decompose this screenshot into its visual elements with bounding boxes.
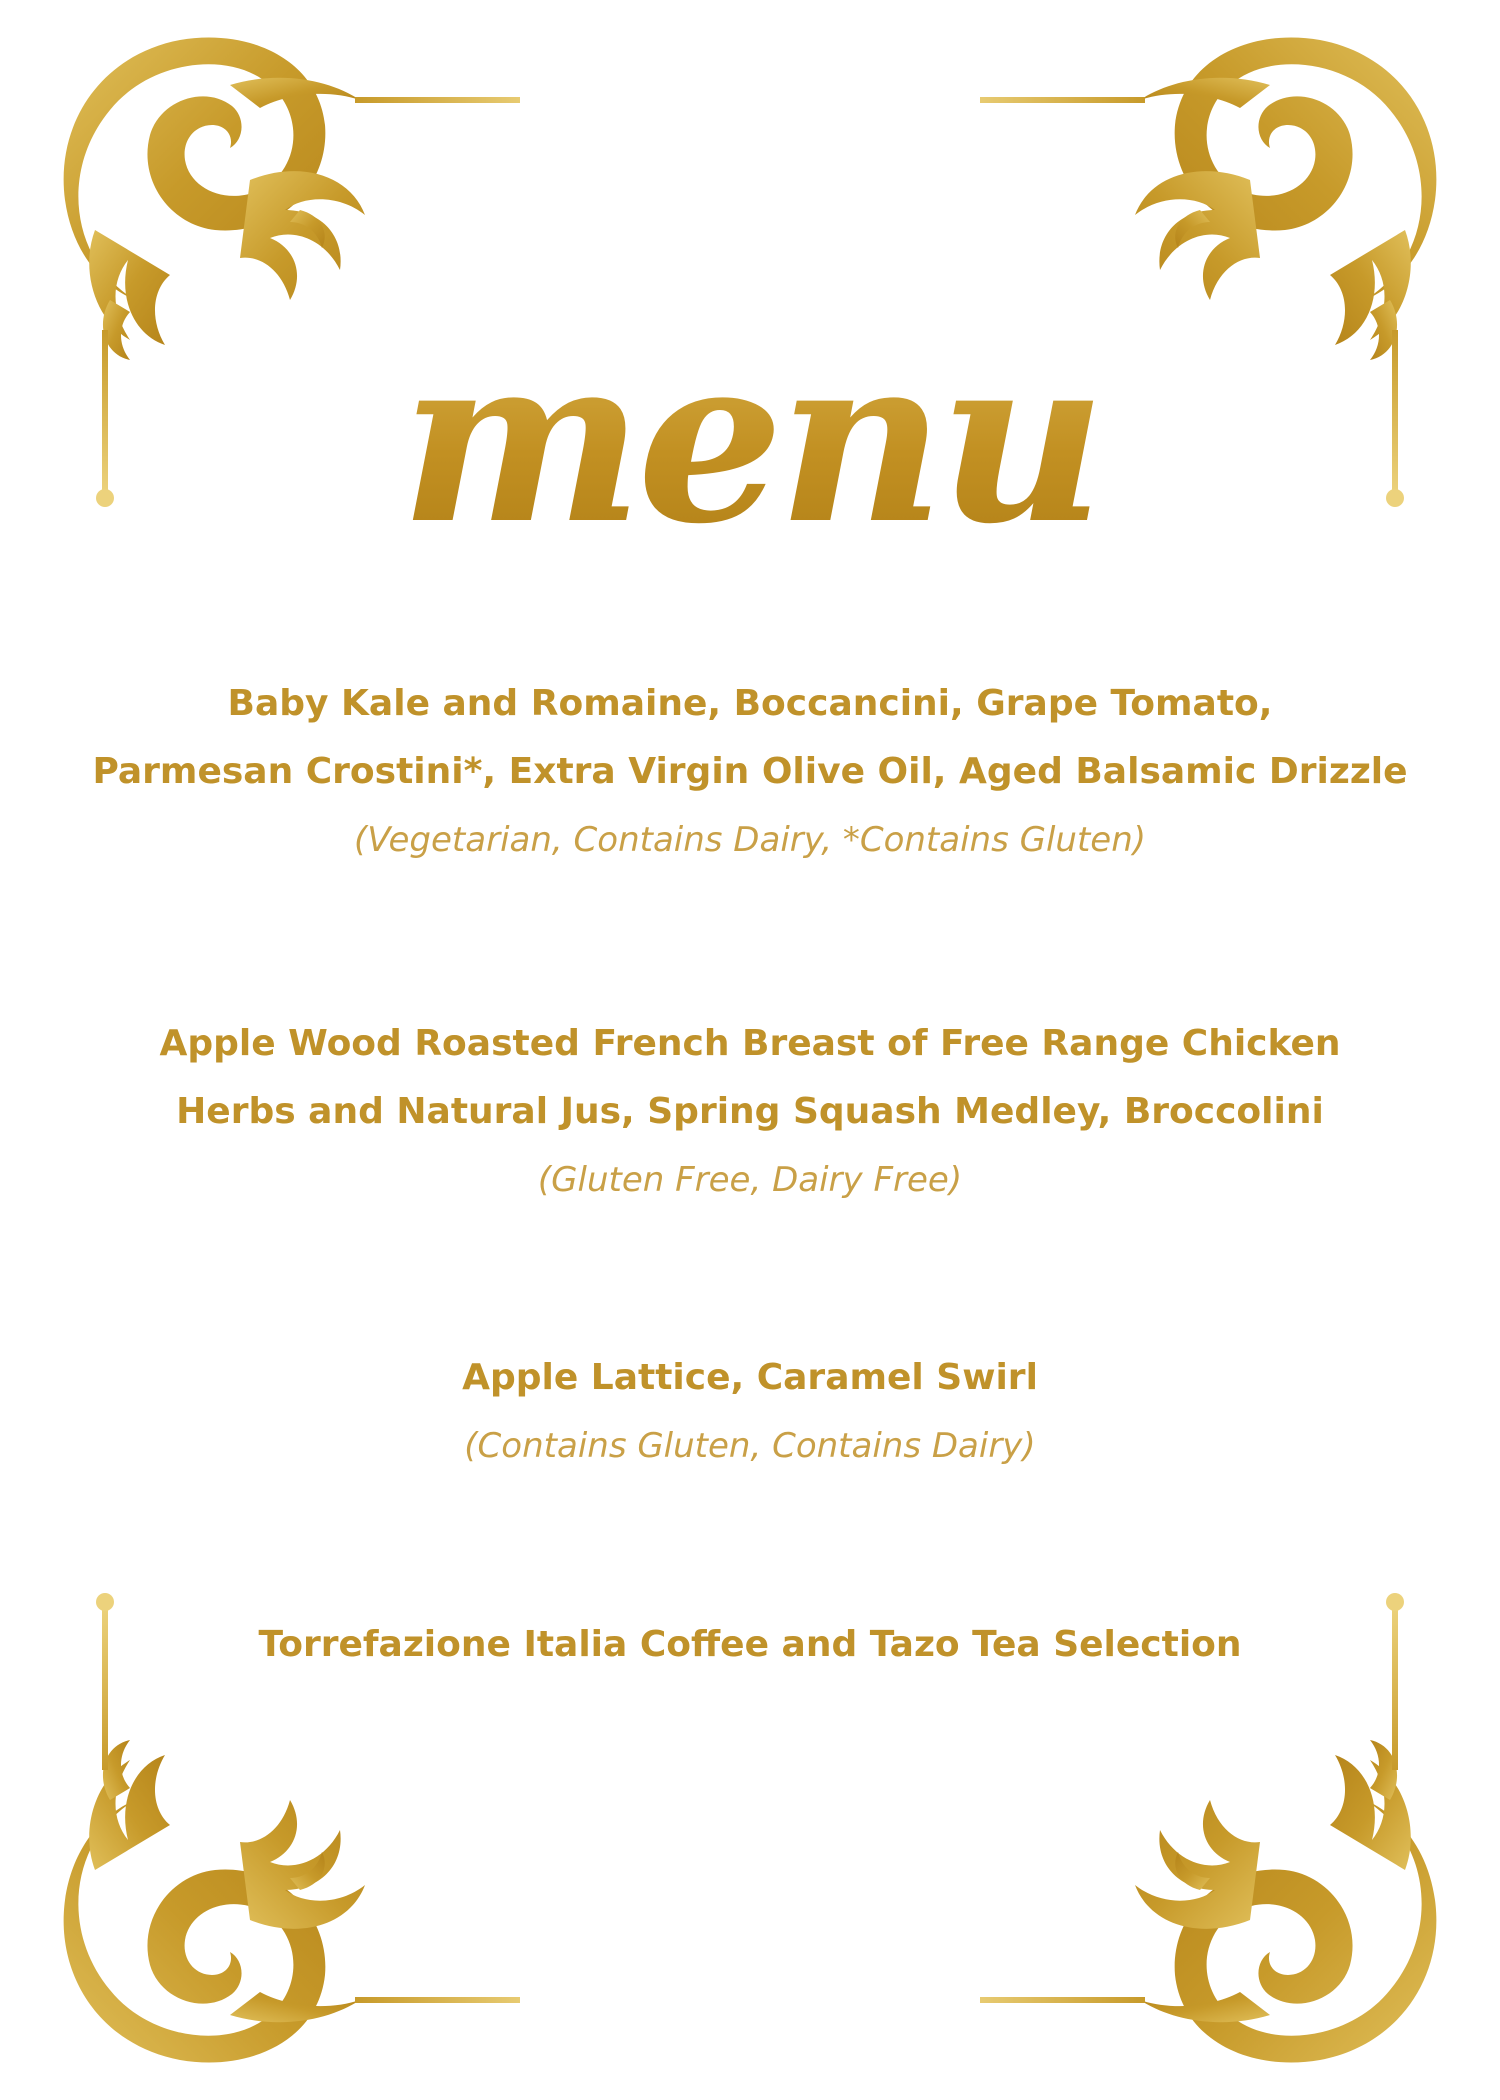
course-salad-line-1: Baby Kale and Romaine, Boccancini, Grape Tomato,: [227, 683, 1273, 724]
menu-title: menu: [0, 310, 1500, 570]
course-beverages-line-1: Torrefazione Italia Coffee and Tazo Tea Selection: [258, 1624, 1242, 1665]
course-entree-dietary-note: (Gluten Free, Dairy Free): [537, 1160, 963, 1200]
course-dessert-dietary-note: (Contains Gluten, Contains Dairy): [464, 1426, 1036, 1466]
course-dessert: [60, 1344, 1440, 1480]
course-dessert-line-1: Apple Lattice, Caramel Swirl: [462, 1357, 1038, 1398]
course-beverages: [60, 1611, 1440, 1679]
course-entree-line-2: Herbs and Natural Jus, Spring Squash Medley, Broccolini: [176, 1091, 1324, 1132]
course-entree: [60, 1010, 1440, 1214]
course-salad: [60, 670, 1440, 874]
course-salad-line-2: Parmesan Crostini*, Extra Virgin Olive Oil, Aged Balsamic Drizzle: [92, 751, 1408, 792]
course-salad-dietary-note: (Vegetarian, Contains Dairy, *Contains Gluten): [353, 820, 1147, 860]
course-entree-line-1: Apple Wood Roasted French Breast of Free Range Chicken: [159, 1023, 1341, 1064]
